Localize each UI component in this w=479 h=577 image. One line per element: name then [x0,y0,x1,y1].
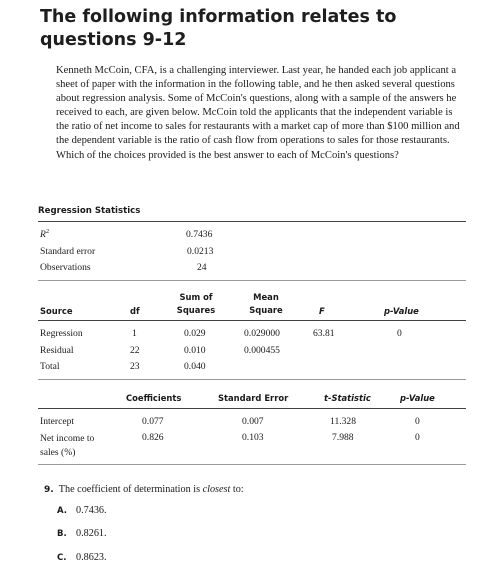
anova-row-regression-ss: 0.029 [184,328,206,339]
coef-row-intercept-label: Intercept [40,416,75,427]
col-header-coef-p-value: p-Value [400,393,435,403]
anova-row-residual-df: 22 [130,345,140,356]
anova-row-regression-f: 63.81 [313,328,335,339]
coef-row-net-income-label: Net income to sales (%) [40,433,95,458]
anova-row-regression-source: Regression [40,328,83,339]
option-a[interactable]: A. 0.7436. [57,505,107,516]
col-header-p-value: p-Value [384,306,419,316]
anova-row-residual-source: Residual [40,345,74,356]
section-heading: The following information relates to questions 9-12 [40,7,397,50]
question-9: 9. The coefficient of determination is closest to: [44,484,244,495]
anova-row-total-source: Total [40,361,60,372]
col-header-coefficients: Coefficients [126,393,182,403]
col-header-sum-of-squares: Sum of Squares [176,292,216,315]
observations-label: Observations [40,262,91,273]
coef-row-intercept-t: 11.328 [330,416,357,427]
col-header-df: df [130,306,140,316]
anova-row-residual-ms: 0.000455 [244,345,280,356]
divider [38,379,466,380]
coef-row-intercept-se: 0.007 [242,416,264,427]
anova-row-total-df: 23 [130,361,140,372]
col-header-standard-error: Standard Error [218,393,289,403]
col-header-mean-square: Mean Square [249,292,283,315]
anova-row-residual-ss: 0.010 [184,345,206,356]
intro-paragraph: Kenneth McCoin, CFA, is a challenging interviewer. Last year, he handed each job applicant a sheet of paper with the information in the following table, and he then asked several questions about regression analysis. Some of McCoin's questions, along with a sample of the answers he received to each, are given below. McCoin told the applicants that the independent variable is the ratio of net income to sales for restaurants with a market cap of more than $100 million and the dependent variable is the ratio of cash flow from operations to sales for those restaurants. Which of the choices provided is the best answer to each of McCoin's questions? [56,65,460,161]
stderr-label: Standard error [40,246,96,257]
divider [38,320,466,321]
coef-row-net-income-se: 0.103 [242,432,264,443]
option-b[interactable]: B. 0.8261. [57,528,107,539]
regression-statistics-title: Regression Statistics [38,206,141,216]
rsq-label: $R^2$ [40,228,50,241]
divider [38,280,466,281]
coef-row-net-income-t: 7.988 [332,432,354,443]
anova-row-total-ss: 0.040 [184,361,206,372]
anova-row-regression-df: 1 [132,328,137,339]
anova-row-regression-ms: 0.029000 [244,328,280,339]
divider [38,221,466,222]
stderr-value: 0.0213 [187,246,214,257]
col-header-t-statistic: t-Statistic [324,393,371,403]
option-c[interactable]: C. 0.8623. [57,552,107,563]
divider [38,408,466,409]
divider [38,464,466,465]
anova-row-regression-p: 0 [397,328,402,339]
col-header-source: Source [40,306,73,316]
coef-row-intercept-p: 0 [415,416,420,427]
coef-row-intercept-coef: 0.077 [142,416,164,427]
coef-row-net-income-p: 0 [415,432,420,443]
col-header-f: F [319,306,325,316]
rsq-value: 0.7436 [186,229,213,240]
coef-row-net-income-coef: 0.826 [142,432,164,443]
observations-value: 24 [197,262,207,273]
